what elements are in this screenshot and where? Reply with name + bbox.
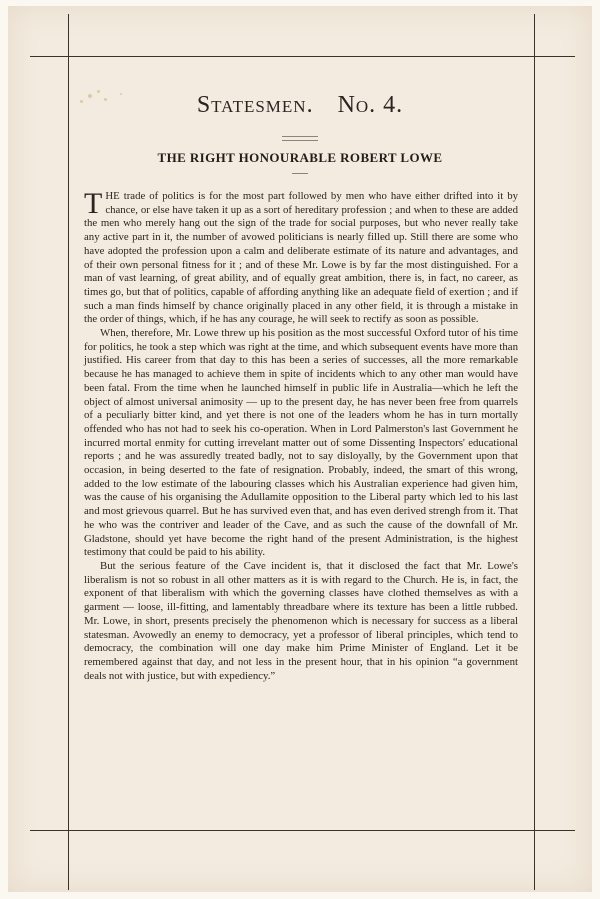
series-number: No. 4. <box>337 92 404 118</box>
paragraph: THE trade of politics is for the most part followed by men who have either drifted into it by chance, or else have taken it up as a sort of hereditary profession ; and when to these are added the men who merely hang out the sign of the trade for social purposes, but who never really take any active part in it, the number of avowed politicians is nearly filled up. Still there are some who have adopted the profession upon a calm and deliberate estimate of its nature and advantages, and of their own personal fitness for it ; and of these Mr. Lowe is by far the most distinguished. For a man of vast learning, of great ability, and of equally great ambition, there is, in fact, no career, as times go, but that of politics, capable of affording anything like an adequate field of exertion ; and if such a man finds himself by chance originally placed in any other field, it is through a mistake in the order of things, which, if he has any courage, he will seek to rectify as soon as possible. <box>84 187 518 326</box>
paragraph: But the serious feature of the Cave incident is, that it disclosed the fact that Mr. Lowe's liberalism is not so robust in all other matters as it is with regard to the Church. He is, in fact, the exponent of that liberalism with which the governing classes have clothed themselves as with a garment — loose, ill-fitting, and lamentably threadbare where its texture has been a little rubbed. Mr. Lowe, in short, presents precisely the phenomenon which is necessary for success as a liberal statesman. Avowedly an enemy to democracy, yet a professor of liberal principles, which tend to democracy, the combination will one day make him Prime Minister of England. Let it be remembered against that day, and not less in the present hour, that in his opinion “a government deals not with justice, but with expediency.” <box>84 559 518 682</box>
article-title: THE RIGHT HONOURABLE ROBERT LOWE <box>157 150 443 165</box>
ornament-divider <box>282 140 318 141</box>
border-rule-left <box>68 14 69 890</box>
ornament-divider <box>282 136 318 137</box>
border-rule-right <box>534 14 535 890</box>
ornament-divider <box>292 173 308 174</box>
series-heading <box>0 92 600 119</box>
border-rule-top <box>30 56 575 57</box>
paragraph: When, therefore, Mr. Lowe threw up his position as the most successful Oxford tutor of his time for politics, he took a step which was right at the time, and which subsequent events have more than justified. His career from that day to this has been a series of successes, all the more remarkable because he has managed to achieve them in spite of incidents which to any other man would have been fatal. From the time when he launched himself in public life in Australia—which he left the object of almost universal animosity — up to the present day, he has never been free from quarrels of a peculiarly bitter kind, and yet there is not one of the leaders whom he has in turn mortally offended who has not had to seek his co-operation. When in Lord Palmerston's last Government he incurred mortal enmity for cutting irrevelant matter out of some Dissenting Inspectors' educational reports ; and he was assuredly treated badly, not to say disloyally, by the Government upon that occasion, in being deserted to the fate of resignation. Probably, indeed, the smart of this wrong, added to the low estimate of the labouring classes which his Australian experience had given him, was the cause of his organising the Adullamite opposition to the Liberal party which led to his last and most grievous quarrel. But he has survived even that, and has even derived strengh from it. That he who was the contriver and leader of the Cave, and as such the cause of the downfall of Mr. Gladstone, should yet have become the right hand of the present Administration, is the highest testimony that could be paid to his ability. <box>84 327 518 559</box>
series-title: Statesmen. <box>196 92 314 118</box>
article-body <box>84 187 518 683</box>
border-rule-bottom <box>30 830 575 831</box>
